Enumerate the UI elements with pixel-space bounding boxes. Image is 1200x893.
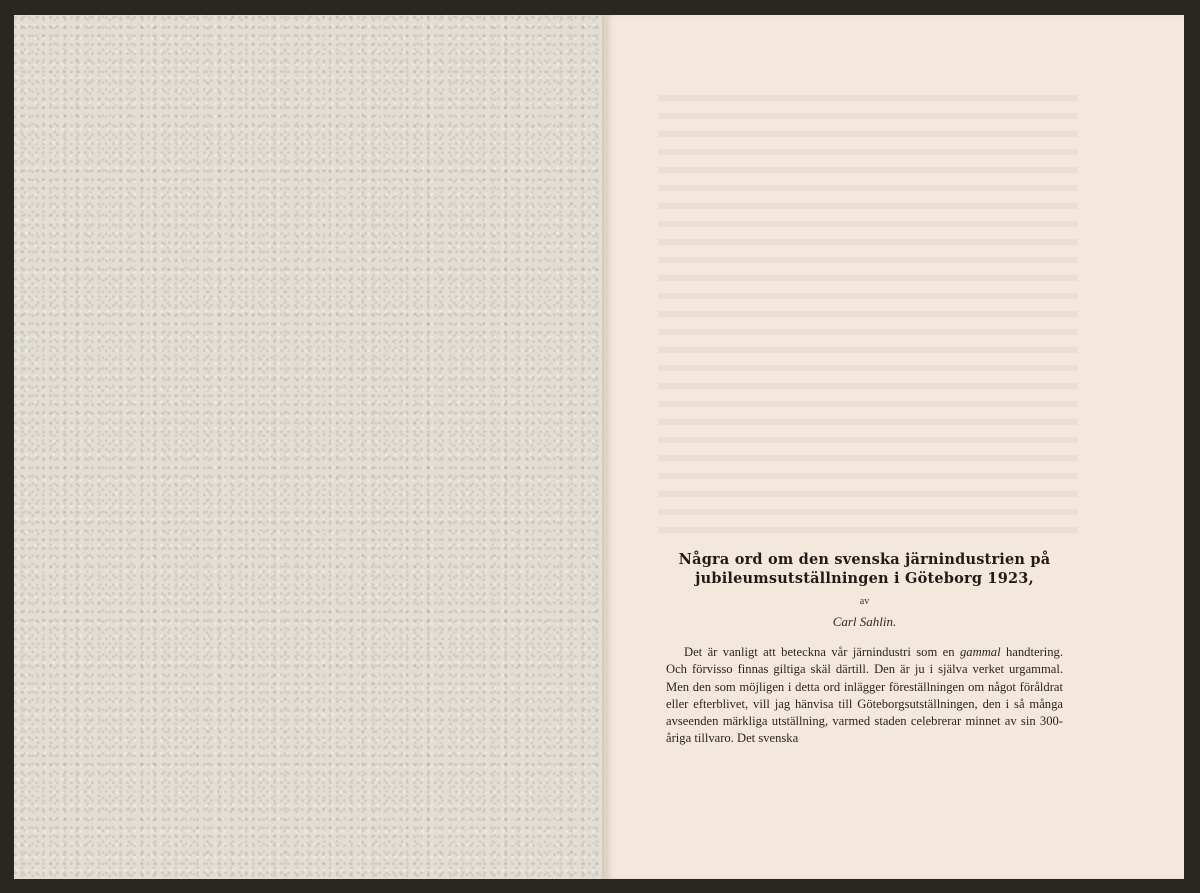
body-text-emphasis: gammal [960, 645, 1001, 659]
right-page [606, 15, 1184, 879]
author-name: Carl Sahlin. [832, 614, 897, 629]
left-endpaper-page [14, 15, 606, 879]
body-text-rest: handtering. Och förvisso finnas giltiga skäl därtill. Den är ju i själva verket urgammal. Men den som möjligen i detta ord inlägger föreställningen om något föråldrat eller efterblivet, vill jag hänvisa till Göteborgsutställningen, den i så många avseenden märkliga utställning, varmed staden celebrerar minnet av sin 300-åriga tillvaro. Det svenska [666, 645, 1064, 746]
show-through-text [658, 95, 1078, 535]
article-body [666, 644, 1063, 748]
body-text-start: Det är vanligt att beteckna vår järnindustri som en [684, 645, 955, 659]
article [666, 550, 1063, 760]
article-title: Några ord om den svenska järnindustrien på jubileumsutställningen i Göteborg 1923, [678, 551, 1051, 587]
byline-prefix: av [859, 596, 870, 607]
